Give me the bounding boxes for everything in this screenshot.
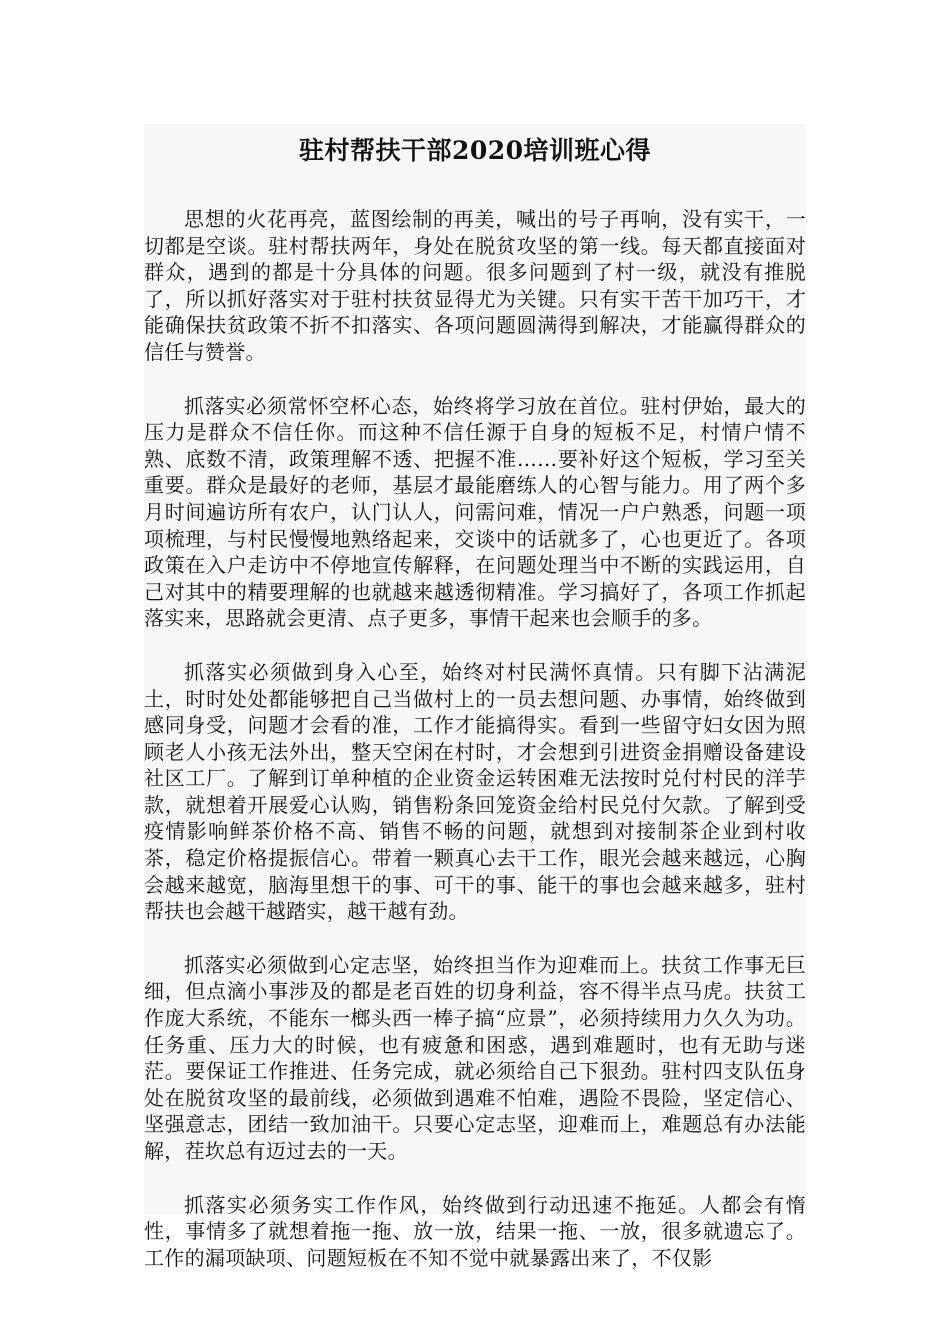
paragraph-1: 思想的火花再亮，蓝图绘制的再美，喊出的号子再响，没有实干，一切都是空谈。驻村帮扶两年，身处在脱贫攻坚的第一线。每天都直接面对群众，遇到的都是十分具体的问题。很多问题到了村一级，就没有推脱了，所以抓好落实对于驻村扶贫显得尤为关键。只有实干苦干加巧干，才能确保扶贫政策不折不扣落实、各项问题圆满得到解决，才能赢得群众的信任与赞誉。 — [144, 207, 806, 364]
paragraph-3: 抓落实必须做到身入心至，始终对村民满怀真情。只有脚下沾满泥土，时时处处都能够把自己当做村上的一员去想问题、办事情，始终做到感同身受，问题才会看的准，工作才能搞得实。看到一些留守妇女因为照顾老人小孩无法外出，整天空闲在村时，才会想到引进资金捐赠设备建设社区工厂。了解到订单种植的企业资金运转困难无法按时兑付村民的洋芋款，就想着开展爱心认购，销售粉条回笼资金给村民兑付欠款。了解到受疫情影响鲜茶价格不高、销售不畅的问题，就想到对接制茶企业到村收茶，稳定价格提振信心。带着一颗真心去干工作，眼光会越来越远，心胸会越来越宽，脑海里想干的事、可干的事、能干的事也会越来越多，驻村帮扶也会越干越踏实，越干越有劲。 — [144, 659, 806, 924]
paragraph-2: 抓落实必须常怀空杯心态，始终将学习放在首位。驻村伊始，最大的压力是群众不信任你。而这种不信任源于自身的短板不足，村情户情不熟、底数不清，政策理解不透、把握不准……要补好这个短板，学习至关重要。群众是最好的老师，基层才最能磨练人的心智与能力。用了两个多月时间遍访所有农户，认门认人，问需问难，情况一户户熟悉，问题一项项梳理，与村民慢慢地熟络起来，交谈中的话就多了，心也更近了。各项政策在入户走访中不停地宣传解释，在问题处理当中不断的实践运用，自己对其中的精要理解的也就越来越透彻精准。学习搞好了，各项工作抓起落实来，思路就会更清、点子更多，事情干起来也会顺手的多。 — [144, 393, 806, 631]
paragraph-4: 抓落实必须做到心定志坚，始终担当作为迎难而上。扶贫工作事无巨细，但点滴小事涉及的都是老百姓的切身利益，容不得半点马虎。扶贫工作庞大系统，不能东一榔头西一棒子搞“应景”，必须持续用力久久为功。任务重、压力大的时候，也有疲惫和困惑，遇到难题时，也有无助与迷茫。要保证工作推进、任务完成，就必须给自己下狠劲。驻村四支队伍身处在脱贫攻坚的最前线，必须做到遇难不怕难，遇险不畏险，坚定信心、坚强意志，团结一致加油干。只要心定志坚，迎难而上，难题总有办法能解，茬坎总有迈过去的一天。 — [144, 952, 806, 1163]
document-body — [144, 206, 806, 1271]
document — [144, 124, 806, 1298]
paragraph-5: 抓落实必须务实工作作风，始终做到行动迅速不拖延。人都会有惰性，事情多了就想着拖一拖、放一放，结果一拖、一放，很多就遗忘了。工作的漏项缺项、问题短板在不知不觉中就暴露出来了，不仅影 — [144, 1192, 806, 1270]
document-title: 驻村帮扶干部2020培训班心得 — [298, 136, 652, 165]
